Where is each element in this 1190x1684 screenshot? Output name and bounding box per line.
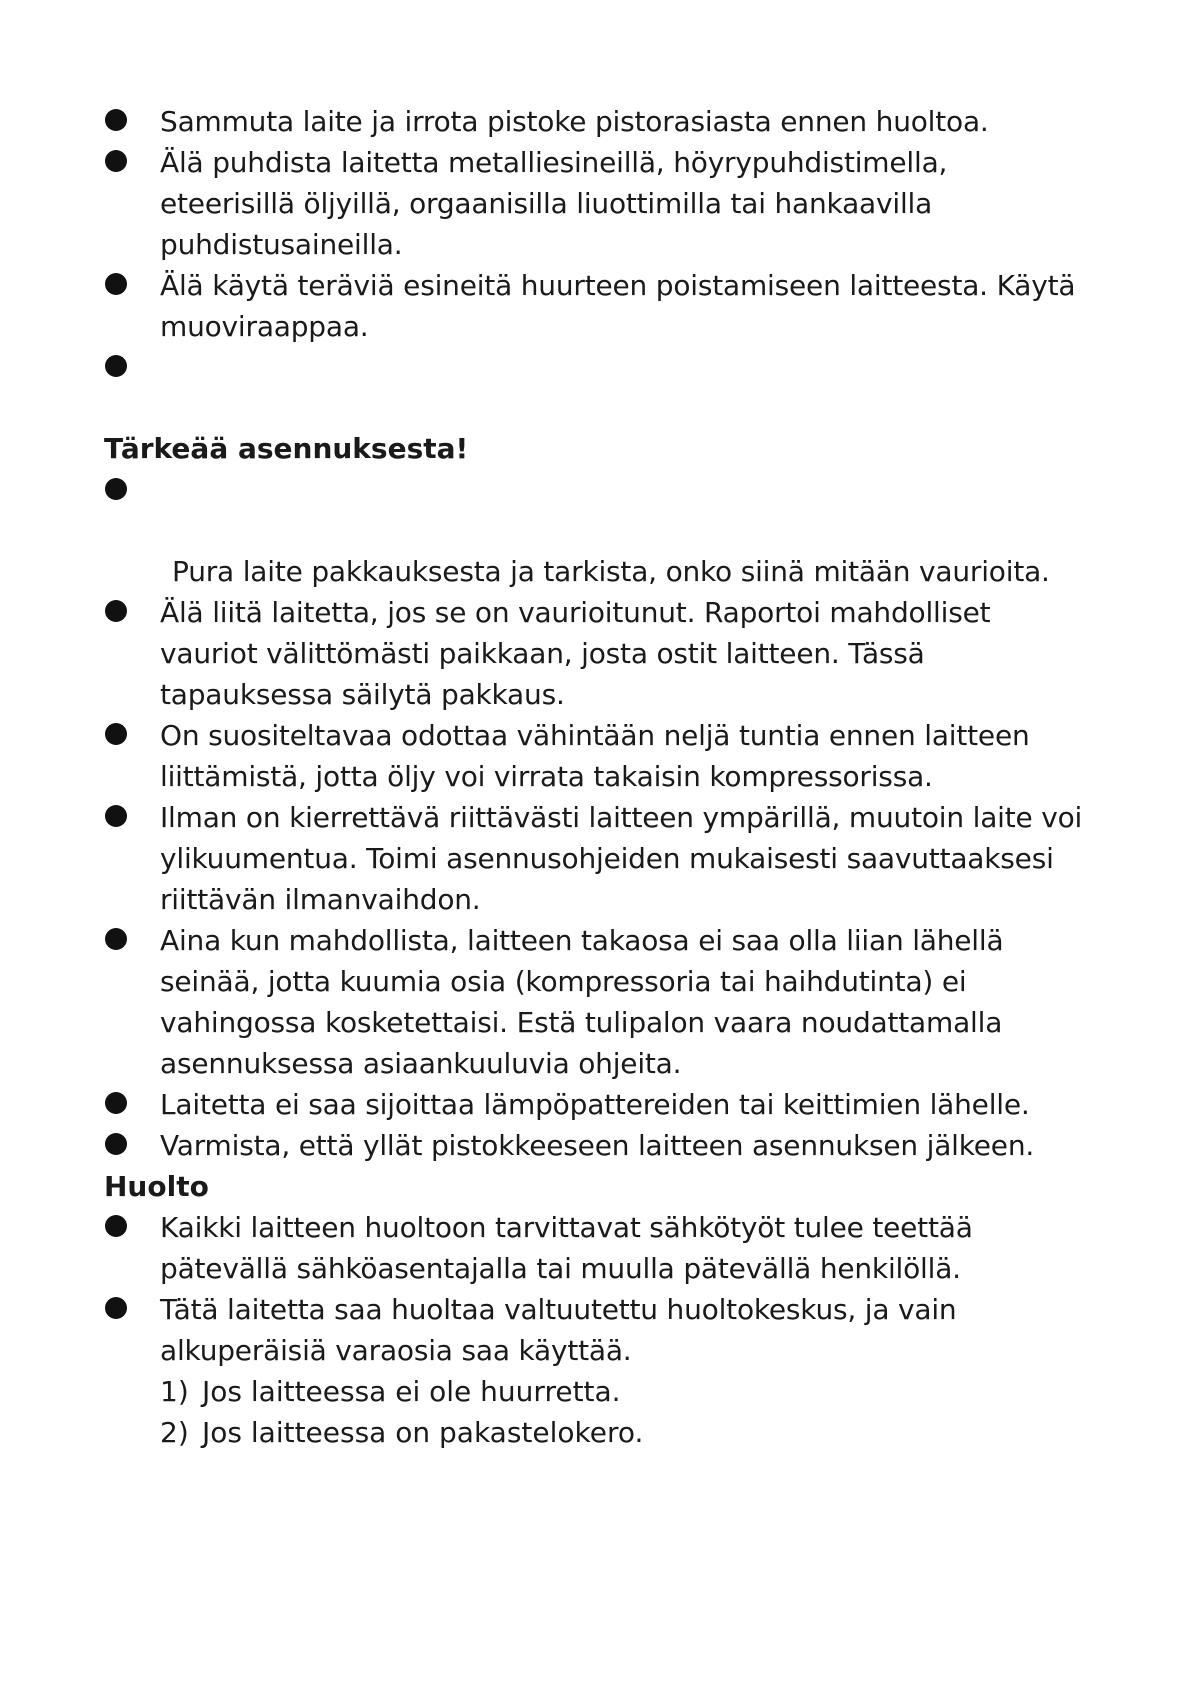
footnote-text: Jos laitteessa ei ole huurretta. (202, 1375, 621, 1408)
bullet-icon (105, 150, 127, 172)
bullet-icon (105, 1297, 127, 1319)
bullet-icon (105, 1215, 127, 1237)
text-line: riittävän ilmanvaihdon. (160, 883, 481, 916)
bullet-icon (105, 805, 127, 827)
text-line: pätevällä sähköasentajalla tai muulla pätevällä henkilöllä. (160, 1252, 961, 1285)
text-line: asennuksessa asiaankuuluvia ohjeita. (160, 1047, 682, 1080)
text-line: Sammuta laite ja irrota pistoke pistorasiasta ennen huoltoa. (160, 105, 989, 138)
section-heading: Tärkeää asennuksesta! (104, 432, 469, 465)
text-line: Älä käytä teräviä esineitä huurteen poistamiseen laitteesta. Käytä (160, 269, 1076, 302)
text-line: On suositeltavaa odottaa vähintään neljä tuntia ennen laitteen (160, 719, 1030, 752)
text-line: Laitetta ei saa sijoittaa lämpöpattereiden tai keittimien lähelle. (160, 1088, 1030, 1121)
text-line: ylikuumentua. Toimi asennusohjeiden mukaisesti saavuttaaksesi (160, 842, 1054, 875)
text-line: Ilman on kierrettävä riittävästi laitteen ympärillä, muutoin laite voi (160, 801, 1083, 834)
text-line: liittämistä, jotta öljy voi virrata takaisin kompressorissa. (160, 760, 933, 793)
bullet-icon (105, 109, 127, 131)
footnote-text: Jos laitteessa on pakastelokero. (202, 1416, 644, 1449)
text-line: vahingossa kosketettaisi. Estä tulipalon vaara noudattamalla (160, 1006, 1003, 1039)
bullet-icon (105, 273, 127, 295)
text-line: Aina kun mahdollista, laitteen takaosa ei saa olla liian lähellä (160, 924, 1004, 957)
text-line: puhdistusaineilla. (160, 228, 403, 261)
text-line: alkuperäisiä varaosia saa käyttää. (160, 1334, 632, 1367)
text-line: seinää, jotta kuumia osia (kompressoria tai haihdutinta) ei (160, 965, 967, 998)
text-line: Varmista, että yllät pistokkeeseen laitteen asennuksen jälkeen. (160, 1129, 1035, 1162)
section-heading: Huolto (104, 1170, 209, 1203)
bullet-icon (105, 478, 127, 500)
text-line: eteerisillä öljyillä, orgaanisilla liuottimilla tai hankaavilla (160, 187, 933, 220)
text-line: vauriot välittömästi paikkaan, josta ostit laitteen. Tässä (160, 637, 925, 670)
bullet-icon (105, 1133, 127, 1155)
bullet-icon (105, 723, 127, 745)
text-line: Pura laite pakkauksesta ja tarkista, onko siinä mitään vaurioita. (172, 555, 1050, 588)
text-line: muoviraappaa. (160, 310, 369, 343)
text-line: Tätä laitetta saa huoltaa valtuutettu huoltokeskus, ja vain (160, 1293, 957, 1326)
text-line: Älä liitä laitetta, jos se on vaurioitunut. Raportoi mahdolliset (160, 596, 991, 629)
bullet-icon (105, 928, 127, 950)
text-line: Kaikki laitteen huoltoon tarvittavat sähkötyöt tulee teettää (160, 1211, 973, 1244)
bullet-icon (105, 355, 127, 377)
text-line: Älä puhdista laitetta metalliesineillä, höyrypuhdistimella, (160, 146, 948, 179)
bullet-icon (105, 600, 127, 622)
footnote-number: 2) (160, 1416, 189, 1449)
text-line: tapauksessa säilytä pakkaus. (160, 678, 565, 711)
bullet-icon (105, 1092, 127, 1114)
footnote-number: 1) (160, 1375, 189, 1408)
